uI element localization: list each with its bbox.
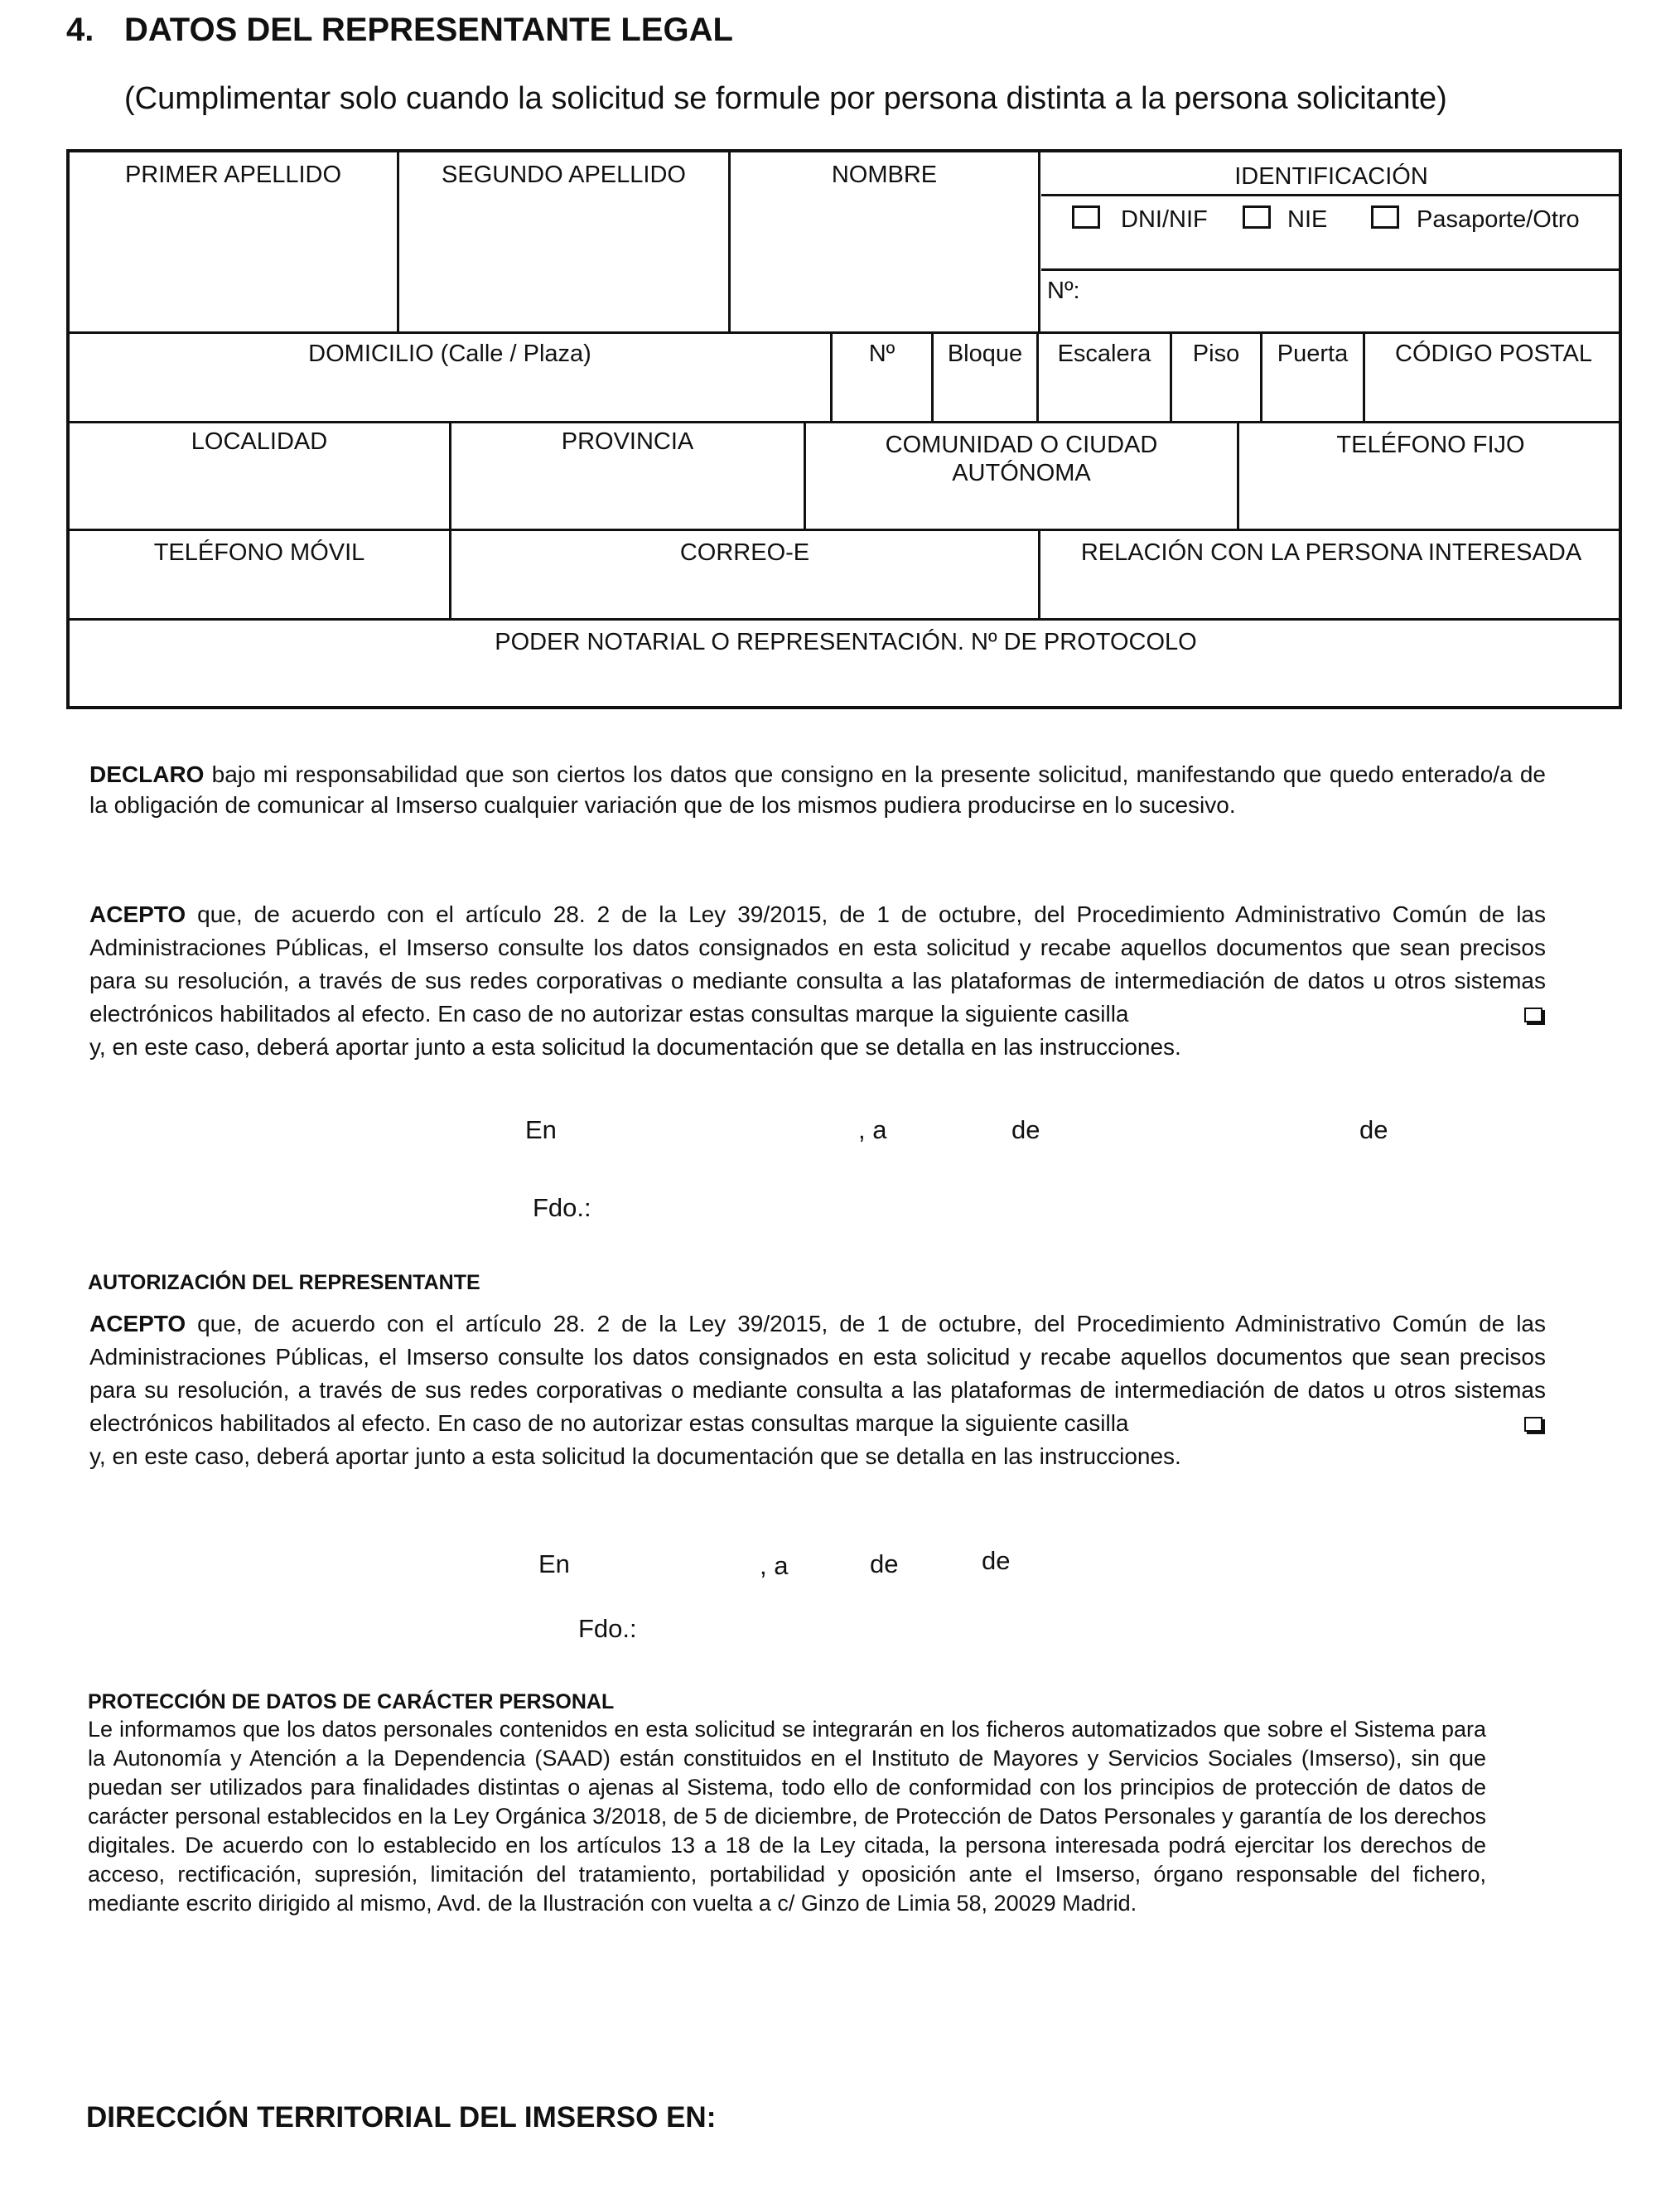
section-heading: [66, 12, 733, 49]
label-provincia: PROVINCIA: [561, 428, 694, 455]
ident-header-line: [1041, 194, 1622, 196]
firma1-en: En: [525, 1115, 557, 1144]
firma1-a: , a: [858, 1115, 887, 1144]
firma2-de1: de: [870, 1549, 899, 1578]
label-numero-id: Nº:: [1047, 278, 1080, 304]
label-escalera: Escalera: [1057, 341, 1151, 367]
label-puerta: Puerta: [1277, 341, 1349, 367]
direccion-territorial-heading: DIRECCIÓN TERRITORIAL DEL IMSERSO EN:: [86, 2101, 717, 2134]
proteccion-heading: PROTECCIÓN DE DATOS DE CARÁCTER PERSONAL: [88, 1690, 615, 1713]
checkbox-nie[interactable]: [1243, 205, 1271, 229]
checkbox-pasaporte-otro[interactable]: [1371, 205, 1399, 229]
label-codigo-postal: CÓDIGO POSTAL: [1395, 341, 1592, 367]
declaro-paragraph: [89, 759, 1546, 820]
firma2-fdo: Fdo.:: [578, 1614, 637, 1643]
label-nombre: NOMBRE: [831, 162, 938, 188]
acepto-paragraph-2: [89, 1307, 1546, 1473]
row2-bottom-line: [70, 421, 1622, 423]
acepto2-text: que, de acuerdo con el artículo 28. 2 de la Ley 39/2015, de 1 de octubre, del Procedimiento Administrativo Común de las Administraciones Públicas, el Imserso consulte los datos consignados en esta solicitud y recabe aquellos documentos que sean precisos para su resolución, a través de sus redes corporativas o mediante consulta a las plataformas de intermediación de datos u otros sistemas electrónicos habilitados al efecto. En caso de no autorizar estas consultas marque la siguiente casilla: [89, 1311, 1546, 1436]
label-localidad: LOCALIDAD: [191, 428, 328, 455]
label-relacion: RELACIÓN CON LA PERSONA INTERESADA: [1080, 539, 1582, 566]
label-comunidad-line1: COMUNIDAD O CIUDAD: [885, 432, 1158, 458]
label-comunidad-line2: AUTÓNOMA: [952, 460, 1091, 486]
label-poder-notarial: PODER NOTARIAL O REPRESENTACIÓN. Nº DE PROTOCOLO: [495, 629, 1197, 655]
no-autorizo-checkbox-1[interactable]: [1524, 1008, 1542, 1022]
firma1-fdo: Fdo.:: [533, 1193, 591, 1222]
acepto2-bold: ACEPTO: [89, 1311, 186, 1336]
firma1-de2: de: [1359, 1115, 1388, 1144]
no-autorizo-checkbox-2[interactable]: [1524, 1417, 1542, 1432]
label-segundo-apellido: SEGUNDO APELLIDO: [442, 162, 686, 188]
acepto1-text: que, de acuerdo con el artículo 28. 2 de la Ley 39/2015, de 1 de octubre, del Procedimiento Administrativo Común de las Administraciones Públicas, el Imserso consulte los datos consignados en esta solicitud y recabe aquellos documentos que sean precisos para su resolución, a través de sus redes corporativas o mediante consulta a las plataformas de intermediación de datos u otros sistemas electrónicos habilitados al efecto. En caso de no autorizar estas consultas marque la siguiente casilla: [89, 901, 1546, 1027]
acepto1-last-line: y, en este caso, deberá aportar junto a esta solicitud la documentación que se detalla en las instrucciones.: [89, 1034, 1181, 1060]
label-pasaporte-otro: Pasaporte/Otro: [1417, 206, 1580, 233]
declaro-text: bajo mi responsabilidad que son ciertos los datos que consigno en la presente solicitud, manifestando que quedo enterado/a de la obligación de comunicar al Imserso cualquier variación que de los mismos pudiera producirse en lo sucesivo.: [89, 761, 1546, 818]
row3-bottom-line: [70, 529, 1622, 531]
row4-bottom-line: [70, 618, 1622, 621]
acepto2-last-line: y, en este caso, deberá aportar junto a esta solicitud la documentación que se detalla en las instrucciones.: [89, 1443, 1181, 1469]
proteccion-text: Le informamos que los datos personales contenidos en esta solicitud se integrarán en los ficheros automatizados que sobre el Sistema para la Autonomía y Atención a la Dependencia (SAAD) están constituidos en el Instituto de Mayores y Servicios Sociales (Imserso), sin que puedan ser utilizados para finalidades distintas o ajenas al Sistema, todo ello de conformidad con los principios de protección de datos de carácter personal establecidos en la Ley Orgánica 3/2018, de 5 de diciembre, de Protección de Datos Personales y garantía de los derechos digitales. De acuerdo con lo establecido en los artículos 13 a 18 de la Ley citada, la persona interesada podrá ejercitar los derechos de acceso, rectificación, supresión, limitación del tratamiento, portabilidad y oposición ante el Imserso, órgano responsable del fichero, mediante escrito dirigido al mismo, Avd. de la Ilustración con vuelta a c/ Ginzo de Limia 58, 20029 Madrid.: [88, 1717, 1486, 1916]
label-primer-apellido: PRIMER APELLIDO: [124, 162, 342, 188]
label-numero: Nº: [868, 341, 896, 367]
acepto-paragraph-1: [89, 898, 1546, 1064]
ident-options-line: [1041, 268, 1622, 271]
label-telefono-fijo: TELÉFONO FIJO: [1336, 432, 1525, 458]
row1-bottom-line: [70, 331, 1622, 334]
firma2-de2: de: [982, 1546, 1011, 1575]
representative-form: [66, 149, 1622, 709]
label-piso: Piso: [1192, 341, 1240, 367]
declaro-bold: DECLARO: [89, 761, 205, 787]
section-number: 4.: [66, 12, 94, 48]
label-dni-nif: DNI/NIF: [1121, 206, 1208, 233]
firma2-en: En: [538, 1549, 570, 1578]
section-title: DATOS DEL REPRESENTANTE LEGAL: [124, 12, 733, 48]
label-telefono-movil: TELÉFONO MÓVIL: [153, 539, 365, 566]
autorizacion-heading: AUTORIZACIÓN DEL REPRESENTANTE: [88, 1271, 480, 1294]
acepto1-bold: ACEPTO: [89, 901, 186, 927]
label-identificacion: IDENTIFICACIÓN: [1234, 163, 1428, 190]
label-bloque: Bloque: [947, 341, 1023, 367]
section-subtitle: (Cumplimentar solo cuando la solicitud se formule por persona distinta a la persona solicitante): [124, 81, 1447, 116]
label-nie: NIE: [1287, 206, 1328, 233]
label-correo: CORREO-E: [679, 539, 810, 566]
checkbox-dni-nif[interactable]: [1072, 205, 1100, 229]
firma1-de1: de: [1011, 1115, 1040, 1144]
firma2-a: , a: [760, 1551, 789, 1580]
label-domicilio: DOMICILIO (Calle / Plaza): [308, 341, 591, 367]
